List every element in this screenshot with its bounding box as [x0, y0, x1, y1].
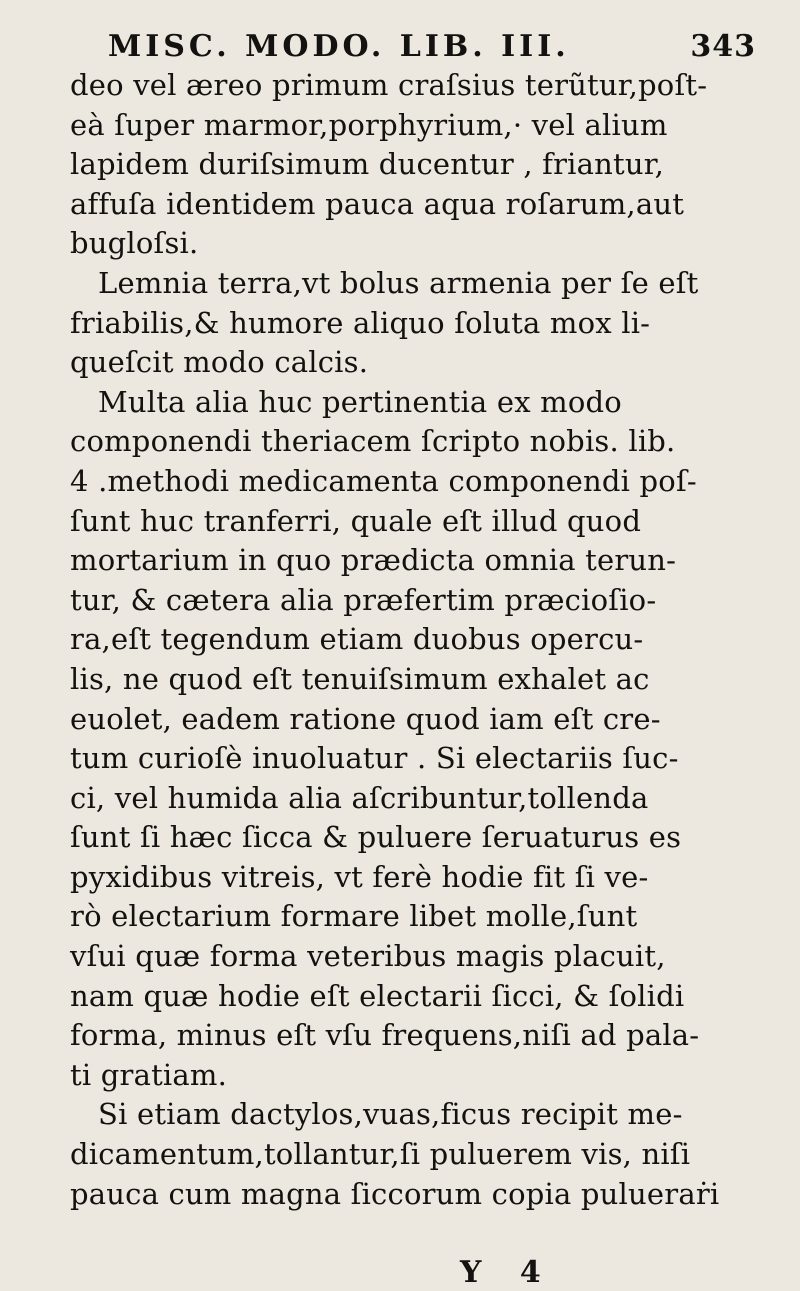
text-line: euolet, eadem ratione quod iam eſt cre- [70, 701, 661, 736]
text-line: Lemnia terra,vt bolus armenia per ſe eſt [98, 265, 699, 300]
text-line: ra,eſt tegendum etiam duobus opercu- [70, 622, 644, 657]
text-line: ſunt huc tranferri, quale eſt illud quod [70, 503, 642, 538]
text-line: vſui quæ forma veteribus magis placuit, [70, 939, 666, 974]
text-line: dicamentum,tollantur,ſi puluerem vis, niſi [70, 1137, 691, 1172]
text-line: lapidem duriſsimum ducentur , friantur, [70, 147, 665, 182]
text-line: affuſa identidem pauca aqua roſarum,aut [70, 186, 685, 221]
text-line: ſunt ſi hæc ſicca & puluere ſeruaturus es [70, 820, 682, 855]
text-line: componendi theriacem ſcripto nobis. lib. [70, 424, 676, 459]
text-line: nam quæ hodie eſt electarii ſicci, & ſolidi [70, 978, 685, 1013]
body-text [70, 66, 766, 1214]
text-line: lis, ne quod eſt tenuiſsimum exhalet ac [70, 661, 650, 696]
text-line: bugloſsi. [70, 226, 199, 261]
text-line: 4 .methodi medicamenta componendi poſ- [70, 463, 697, 498]
text-line: tur, & cætera alia præfertim præcioſio- [70, 582, 657, 617]
text-line: pyxidibus vitreis, vt ferè hodie fit ſi ve- [70, 859, 649, 894]
text-line: eà ſuper marmor,porphyrium,· vel alium [70, 107, 668, 142]
text-line: tum curioſè inuoluatur . Si electariis ſuc- [70, 741, 679, 776]
text-line: forma, minus eſt vſu frequens,niſi ad pala- [70, 1018, 700, 1053]
text-line: ci, vel humida alia aſcribuntur,tollenda [70, 780, 649, 815]
page-number: 343 [690, 29, 756, 64]
text-line: friabilis,& humore aliquo ſoluta mox li- [70, 305, 651, 340]
text-line: ti gratiam. [70, 1057, 227, 1092]
catchword-signature: Y 4 [460, 1255, 555, 1290]
text-line: Si etiam dactylos,vuas,ficus recipit me- [98, 1097, 683, 1132]
text-line: Multa alia huc pertinentia ex modo [98, 384, 622, 419]
page-header [70, 28, 766, 66]
text-line: queſcit modo calcis. [70, 345, 369, 380]
running-title: MISC. MODO. LIB. III. [108, 29, 570, 64]
text-line: mortarium in quo prædicta omnia terun- [70, 543, 677, 578]
text-line: pauca cum magna ſiccorum copia pulueraṙi [70, 1176, 720, 1211]
text-line: deo vel æreo primum craſsius terũtur,poſt- [70, 68, 708, 102]
text-line: rò electarium formare libet molle,ſunt [70, 899, 638, 934]
